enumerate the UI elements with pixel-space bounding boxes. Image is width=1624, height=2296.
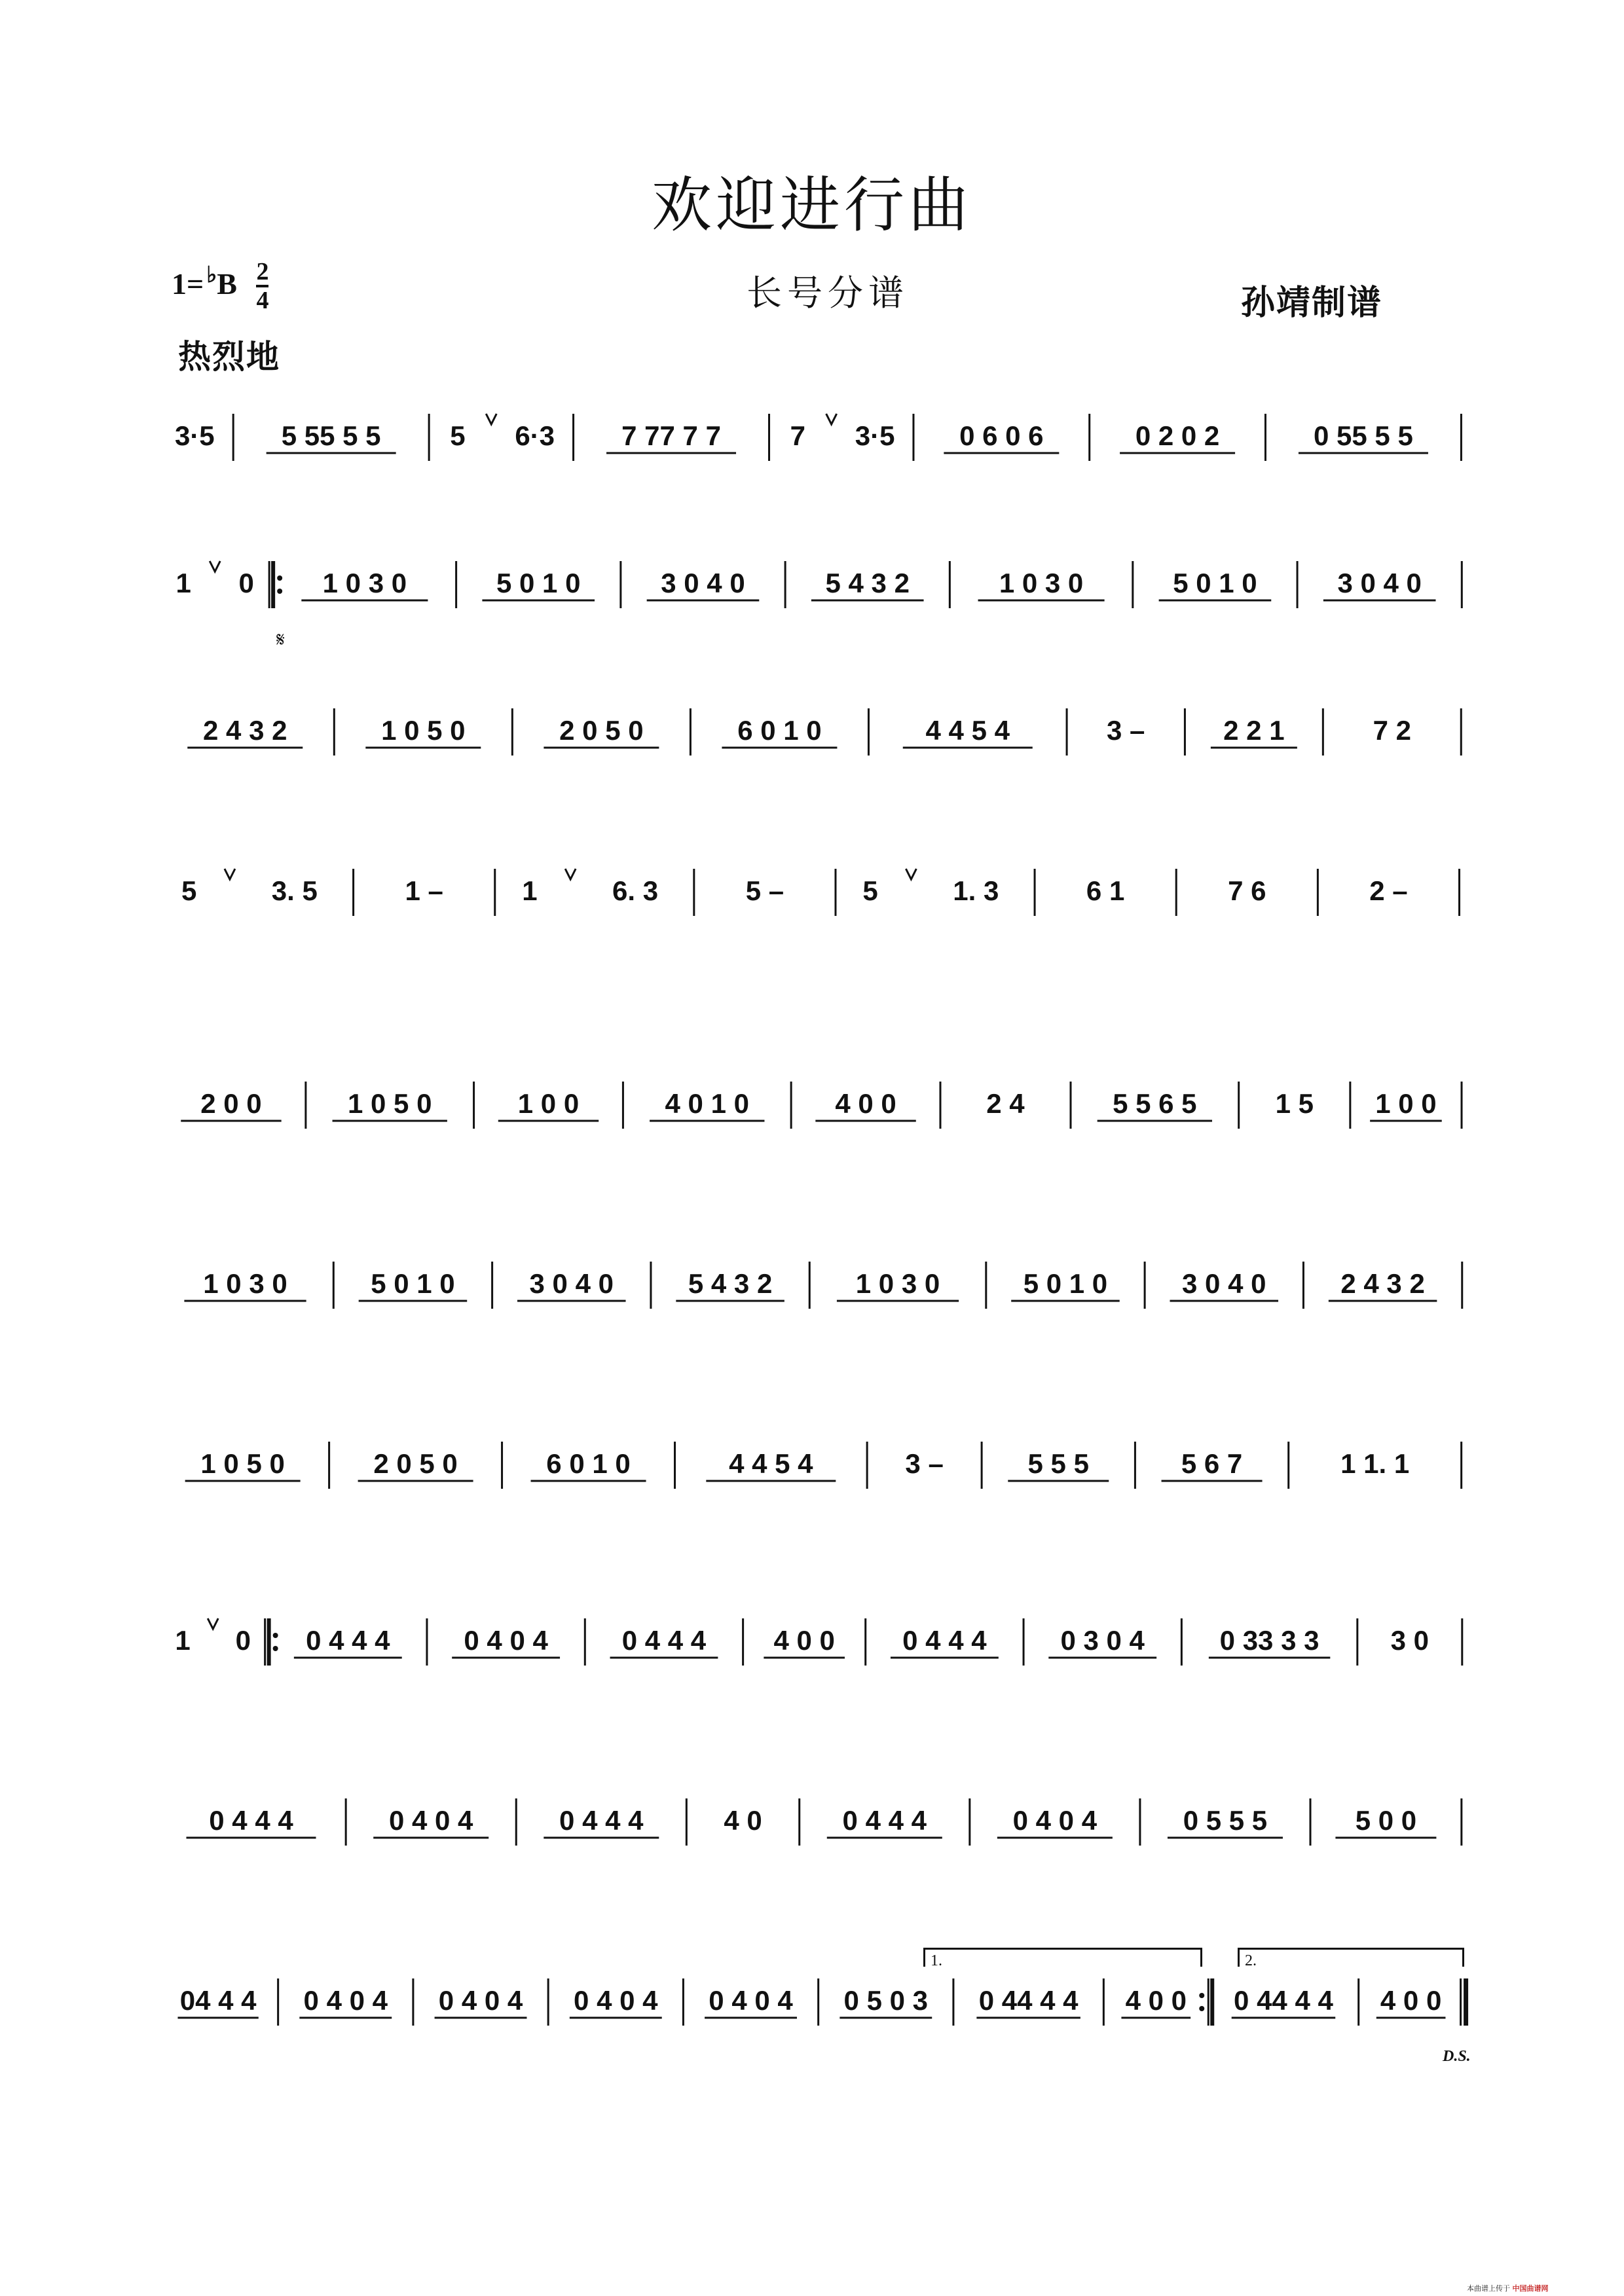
notation-line-svg	[0, 701, 1624, 779]
note-group: 4 0 0	[1125, 1985, 1187, 2016]
note-group: 7	[790, 420, 805, 451]
note-group: 4 0 0	[773, 1625, 835, 1656]
notation-line	[0, 861, 1624, 939]
note-group: 6 0 1 0	[737, 715, 822, 746]
note-group: 1 1. 1	[1340, 1448, 1410, 1479]
note-group: 2 4 3 2	[1340, 1268, 1425, 1299]
note-group: 5 0 1 0	[1023, 1268, 1108, 1299]
note-group: 4 0 1 0	[665, 1088, 749, 1119]
breath-mark-icon	[210, 561, 220, 572]
note-group: 2 0 0	[200, 1088, 262, 1119]
note-group: 3·5	[855, 420, 895, 451]
notation-line-svg	[0, 861, 1624, 939]
note-group: 3 0 4 0	[1337, 568, 1422, 598]
breath-mark-icon	[826, 414, 837, 424]
key-signature	[172, 259, 268, 314]
note-group: 5 5 5	[1027, 1448, 1089, 1479]
note-group: 5 0 1 0	[496, 568, 581, 598]
note-group: 3 –	[1107, 715, 1145, 746]
note-group: 0 44 4 4	[978, 1985, 1079, 2016]
time-numerator: 2	[256, 259, 268, 287]
repeat-start-bar-line	[265, 1618, 278, 1666]
note-group: 0 4 0 4	[303, 1985, 388, 2016]
footer-brand: 中国曲谱网	[1512, 2284, 1549, 2293]
breath-mark-icon	[208, 1618, 218, 1629]
volta-label: 1.	[931, 1952, 942, 1969]
note-group: 2 –	[1369, 875, 1408, 906]
note-group: 2 0 5 0	[559, 715, 644, 746]
note-group: 0 4 4 4	[902, 1625, 987, 1656]
note-group: 5 6 7	[1181, 1448, 1243, 1479]
note-group: 5 5 6 5	[1113, 1088, 1197, 1119]
notation-line	[0, 553, 1624, 632]
note-group: 3·5	[174, 420, 215, 451]
note-group: 0 44 4 4	[1234, 1985, 1333, 2016]
note-group: 7 2	[1373, 715, 1411, 746]
note-group: 4 0 0	[1380, 1985, 1442, 2016]
note-group: 3 0 4 0	[529, 1268, 614, 1299]
notation-line-svg	[0, 406, 1624, 484]
note-group: 7 77 7 7	[621, 420, 721, 451]
note-group: 1 0 0	[1375, 1088, 1437, 1119]
note-group: 0	[235, 1625, 251, 1656]
note-group: 6·3	[515, 420, 555, 451]
notation-line-svg	[0, 1434, 1624, 1512]
note-group: 1 0 0	[517, 1088, 580, 1119]
note-group: 1 0 3 0	[855, 1268, 940, 1299]
breath-mark-icon	[486, 414, 496, 424]
note-group: 0	[238, 568, 254, 598]
tempo-marking: 热烈地	[178, 338, 280, 376]
note-group: 1 0 5 0	[347, 1088, 432, 1119]
note-group: 0 6 0 6	[959, 420, 1044, 451]
note-group: 2 2 1	[1223, 715, 1285, 746]
notation-line-svg	[0, 1254, 1624, 1332]
volta-label: 2.	[1245, 1952, 1257, 1969]
note-group: 5 0 0	[1355, 1805, 1417, 1836]
note-group: 5 0 1 0	[371, 1268, 455, 1299]
note-group: 1	[175, 1625, 191, 1656]
note-group: 6 0 1 0	[546, 1448, 631, 1479]
breath-mark-icon	[225, 869, 235, 879]
key-prefix: 1=	[172, 267, 204, 301]
note-group: 5 4 3 2	[825, 568, 910, 598]
repeat-start-bar-line	[269, 561, 282, 608]
notation-line	[0, 1971, 1624, 2049]
notation-line	[0, 1074, 1624, 1152]
note-group: 5 0 1 0	[1173, 568, 1257, 598]
note-group: 04 4 4	[179, 1985, 257, 2016]
note-group: 0 4 0 4	[709, 1985, 793, 2016]
note-group: 0 4 0 4	[438, 1985, 523, 2016]
notation-line-svg	[0, 553, 1624, 632]
note-group: 1	[522, 875, 538, 906]
score-title: 欢迎进行曲	[651, 170, 972, 240]
note-group: 5	[862, 875, 878, 906]
note-group: 2 0 5 0	[373, 1448, 458, 1479]
notation-line	[0, 1791, 1624, 1869]
volta-bracket	[1238, 1948, 1464, 1967]
note-group: 4 0	[724, 1805, 762, 1836]
note-group: 0 4 0 4	[574, 1985, 658, 2016]
notation-line-svg	[0, 1971, 1624, 2049]
breath-mark-icon	[906, 869, 916, 879]
note-group: 0 4 4 4	[209, 1805, 293, 1836]
note-group: 1 0 3 0	[999, 568, 1084, 598]
note-group: 4 4 5 4	[729, 1448, 813, 1479]
notation-line	[0, 1254, 1624, 1332]
footer-credit	[1467, 2283, 1549, 2293]
note-group: 0 3 0 4	[1060, 1625, 1145, 1656]
note-group: 0 2 0 2	[1135, 420, 1220, 451]
note-group: 0 4 4 4	[621, 1625, 707, 1656]
note-group: 7 6	[1228, 875, 1266, 906]
note-group: 1 5	[1275, 1088, 1314, 1119]
dal-segno-mark: D.S.	[1443, 2048, 1471, 2065]
time-denominator: 4	[256, 287, 269, 314]
arranger-credit: 孙靖制谱	[1241, 283, 1383, 323]
notation-line	[0, 406, 1624, 484]
note-group: 1 0 3 0	[203, 1268, 287, 1299]
note-group: 5 55 5 5	[281, 420, 381, 451]
note-group: 4 4 5 4	[925, 715, 1010, 746]
note-group: 3. 5	[271, 875, 318, 906]
note-group: 0 33 3 3	[1219, 1625, 1320, 1656]
note-group: 5	[450, 420, 466, 451]
note-group: 6 1	[1086, 875, 1125, 906]
note-group: 0 4 0 4	[464, 1625, 548, 1656]
breath-mark-icon	[565, 869, 576, 879]
note-group: 0 4 0 4	[388, 1805, 473, 1836]
note-group: 4 0 0	[835, 1088, 896, 1119]
note-group: 0 4 4 4	[559, 1805, 644, 1836]
notation-line	[0, 1434, 1624, 1512]
part-subtitle: 长号分谱	[747, 272, 909, 314]
note-group: 3 0	[1390, 1625, 1430, 1656]
note-group: 3 –	[905, 1448, 944, 1479]
note-group: 1 0 5 0	[381, 715, 466, 746]
time-signature	[256, 259, 268, 314]
note-group: 3 0 4 0	[1182, 1268, 1266, 1299]
note-group: 6. 3	[612, 875, 659, 906]
volta-bracket	[923, 1948, 1202, 1967]
note-group: 3 0 4 0	[661, 568, 745, 598]
note-group: 2 4	[986, 1088, 1025, 1119]
footer-note: 本曲谱上传于	[1467, 2284, 1510, 2293]
notation-line	[0, 1611, 1624, 1689]
note-group: 5	[181, 875, 197, 906]
key-note: B	[217, 267, 237, 301]
notation-line	[0, 701, 1624, 779]
note-group: 1 0 3 0	[322, 568, 407, 598]
flat-icon: ♭	[206, 263, 217, 287]
note-group: 1. 3	[953, 875, 999, 906]
note-group: 5 –	[745, 875, 784, 906]
final-bar-line	[1461, 1978, 1466, 2026]
note-group: 2 4 3 2	[203, 715, 287, 746]
notation-line-svg	[0, 1074, 1624, 1152]
note-group: 0 4 4 4	[306, 1625, 390, 1656]
note-group: 0 5 0 3	[843, 1985, 929, 2016]
note-group: 0 4 0 4	[1012, 1805, 1098, 1836]
note-group: 0 55 5 5	[1314, 420, 1413, 451]
segno-icon: 𝄋	[276, 629, 285, 651]
note-group: 1 –	[405, 875, 443, 906]
repeat-end-bar-line	[1199, 1978, 1212, 2026]
notation-line-svg	[0, 1791, 1624, 1869]
note-group: 0 4 4 4	[842, 1805, 927, 1836]
note-group: 1 0 5 0	[200, 1448, 285, 1479]
notation-line-svg	[0, 1611, 1624, 1689]
note-group: 5 4 3 2	[688, 1268, 773, 1299]
note-group: 1	[175, 568, 191, 598]
note-group: 0 5 5 5	[1183, 1805, 1268, 1836]
